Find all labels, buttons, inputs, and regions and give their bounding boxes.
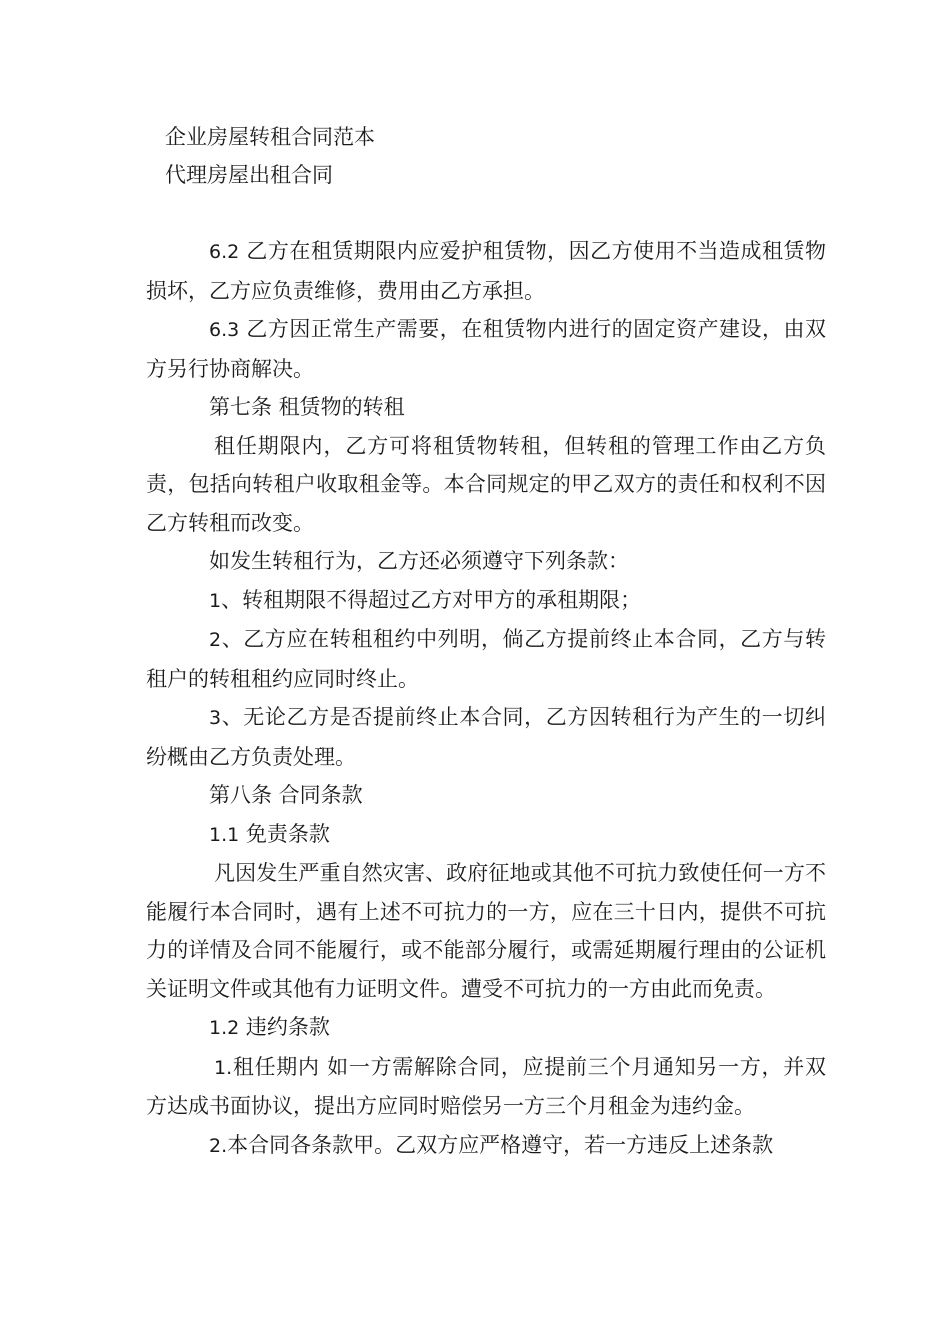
contract-paragraph (146, 620, 826, 698)
clause-number: 6.3 (209, 319, 240, 341)
contract-paragraph (146, 1126, 826, 1166)
contract-paragraph (146, 698, 826, 776)
contract-paragraph (146, 388, 826, 427)
clause-number: 2 (209, 629, 222, 651)
contract-paragraph (146, 1048, 826, 1126)
clause-number: 1.1 (209, 823, 240, 846)
paragraph-text: 乙方因正常生产需要，在租赁物内进行的固定资产建设，由双方另行协商解决。 (146, 317, 826, 381)
paragraph-text: 租任期内 如一方需解除合同，应提前三个月通知另一方，并双方达成书面协议，提出方应同时赔偿另一方三个月租金为违约金。 (146, 1054, 826, 1118)
clause-number: 1 (209, 589, 222, 612)
paragraph-text: 、转租期限不得超过乙方对甲方的承租期限； (221, 587, 642, 612)
paragraph-text: 违约条款 (239, 1015, 330, 1039)
contract-body (146, 232, 826, 1165)
contract-paragraph (146, 310, 826, 388)
clause-number: 2. (209, 1134, 228, 1157)
contract-paragraph (146, 581, 826, 621)
contract-paragraph (146, 1008, 826, 1048)
paragraph-text: 第八条 合同条款 (209, 783, 363, 807)
paragraph-text: 如发生转租行为，乙方还必须遵守下列条款： (209, 549, 629, 573)
clause-number: 6.2 (209, 241, 240, 263)
document-title: 企业房屋转租合同范本 (165, 125, 375, 149)
paragraph-text: 本合同各条款甲。乙双方应严格遵守，若一方违反上述条款 (227, 1132, 774, 1157)
contract-paragraph (146, 542, 826, 581)
paragraph-text: 租任期限内，乙方可将租赁物转租，但转租的管理工作由乙方负责，包括向转租户收取租金等。本合同规定的甲乙双方的责任和权利不因乙方转租而改变。 (146, 433, 826, 535)
paragraph-text: 、无论乙方是否提前终止本合同，乙方因转租行为产生的一切纠纷概由乙方负责处理。 (146, 705, 826, 769)
document-subtitle: 代理房屋出租合同 (165, 163, 333, 187)
contract-paragraph (146, 815, 826, 855)
contract-paragraph (146, 427, 826, 543)
paragraph-text: 凡因发生严重自然灾害、政府征地或其他不可抗力致使任何一方不能履行本合同时，遇有上述不可抗力的一方，应在三十日内，提供不可抗力的详情及合同不能履行，或不能部分履行，或需延期履行理由的公证机关证明文件或其他有力证明文件。遭受不可抗力的一方由此而免责。 (146, 861, 826, 1001)
paragraph-text: 乙方在租赁期限内应爱护租赁物，因乙方使用不当造成租赁物损坏，乙方应负责维修，费用由乙方承担。 (146, 239, 826, 303)
clause-number: 1.2 (209, 1017, 240, 1039)
paragraph-text: 、乙方应在转租租约中列明，倘乙方提前终止本合同，乙方与转租户的转租租约应同时终止。 (146, 627, 826, 691)
contract-paragraph (146, 232, 826, 310)
paragraph-text: 免责条款 (239, 821, 330, 846)
contract-paragraph (146, 854, 826, 1008)
clause-number: 1. (214, 1056, 233, 1079)
paragraph-text: 第七条 租赁物的转租 (209, 395, 405, 419)
clause-number: 3 (209, 707, 222, 729)
contract-paragraph (146, 776, 826, 815)
